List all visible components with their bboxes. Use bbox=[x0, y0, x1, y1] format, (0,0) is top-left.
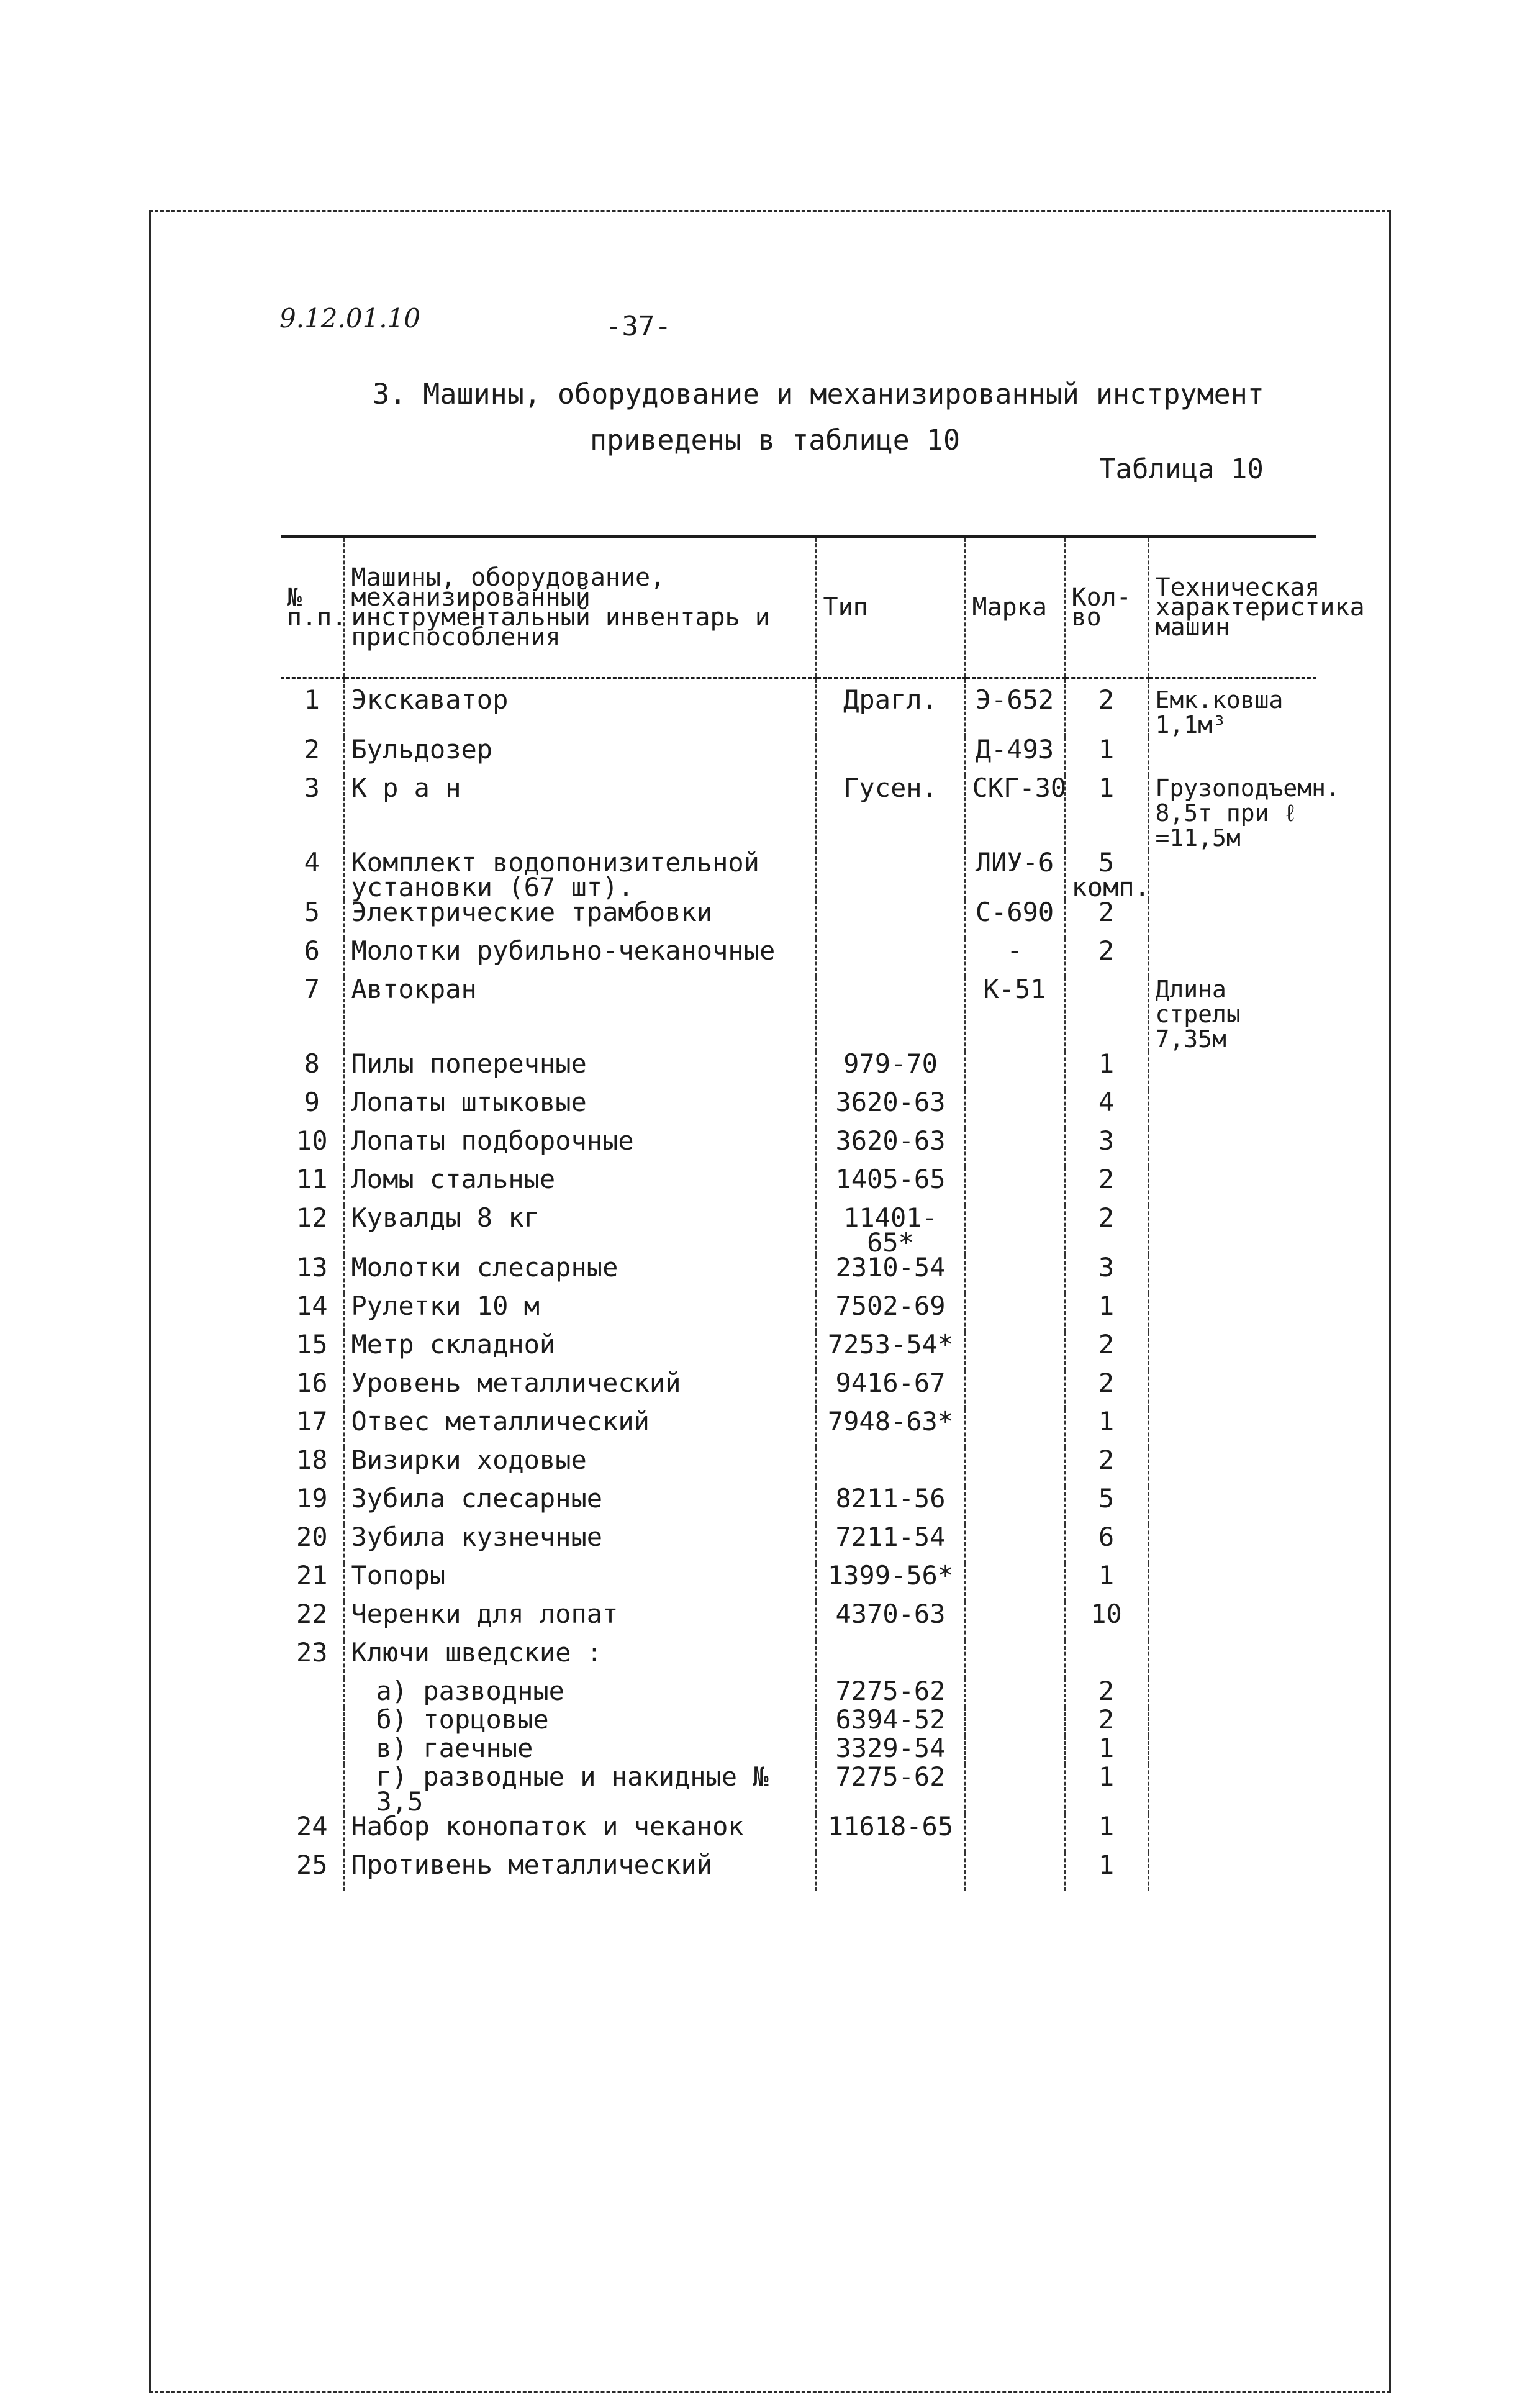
table-row bbox=[281, 1486, 1316, 1525]
header-char: Техническая характеристика машин bbox=[1148, 537, 1316, 678]
cell-name: Комплект водопонизительной установки (67 шт). bbox=[344, 850, 816, 900]
cell-qty: 1 bbox=[1064, 1294, 1148, 1332]
table-row bbox=[281, 1409, 1316, 1448]
table-row bbox=[281, 1051, 1316, 1090]
cell-num: 19 bbox=[296, 1483, 328, 1514]
cell-brand bbox=[965, 1736, 1064, 1764]
cell-name: Кувалды 8 кг bbox=[344, 1206, 816, 1255]
cell-brand: ЛИУ-6 bbox=[965, 850, 1064, 900]
cell-char bbox=[1148, 1764, 1316, 1814]
cell-num: 9 bbox=[304, 1087, 320, 1117]
cell-type: 979-70 bbox=[816, 1051, 965, 1090]
cell-name: Лопаты подборочные bbox=[344, 1128, 816, 1167]
table-row bbox=[281, 1128, 1316, 1167]
heading-line-1: 3. Машины, оборудование и механизированный инструмент bbox=[373, 378, 1264, 411]
cell-brand bbox=[965, 1332, 1064, 1371]
cell-name: Визирки ходовые bbox=[344, 1448, 816, 1486]
cell-brand bbox=[965, 1707, 1064, 1736]
cell-type bbox=[816, 1448, 965, 1486]
cell-qty: 1 bbox=[1064, 1563, 1148, 1602]
subitem-label: б) торцовые bbox=[376, 1704, 549, 1735]
table-row bbox=[281, 1525, 1316, 1563]
cell-type bbox=[816, 938, 965, 977]
subitem-label: г) разводные и накидные № 3,5 bbox=[376, 1761, 769, 1817]
cell-name: Зубила слесарные bbox=[344, 1486, 816, 1525]
cell-name: К р а н bbox=[344, 776, 816, 850]
cell-qty: 2 bbox=[1064, 1371, 1148, 1409]
cell-brand bbox=[965, 1525, 1064, 1563]
cell-num: 10 bbox=[296, 1125, 328, 1156]
cell-brand bbox=[965, 1602, 1064, 1640]
cell-type: 3620-63 bbox=[816, 1090, 965, 1128]
cell-name: Молотки слесарные bbox=[344, 1255, 816, 1294]
cell-qty bbox=[1064, 977, 1148, 1051]
cell-char bbox=[1148, 1853, 1316, 1891]
cell-name: Лопаты штыковые bbox=[344, 1090, 816, 1128]
cell-qty: 1 bbox=[1064, 1814, 1148, 1853]
cell-brand bbox=[965, 1486, 1064, 1525]
table-row bbox=[281, 1255, 1316, 1294]
cell-type: 11401-65* bbox=[816, 1206, 965, 1255]
cell-type bbox=[816, 1640, 965, 1679]
cell-qty: 2 bbox=[1064, 1206, 1148, 1255]
cell-char bbox=[1148, 1814, 1316, 1853]
cell-char bbox=[1148, 737, 1316, 776]
cell-char bbox=[1148, 1332, 1316, 1371]
cell-num: 6 bbox=[304, 935, 320, 966]
cell-char bbox=[1148, 900, 1316, 938]
cell-brand bbox=[965, 1640, 1064, 1679]
cell-brand bbox=[965, 1128, 1064, 1167]
cell-qty: 2 bbox=[1064, 1167, 1148, 1206]
cell-type: 2310-54 bbox=[816, 1255, 965, 1294]
cell-type: 3620-63 bbox=[816, 1128, 965, 1167]
table-row bbox=[281, 1090, 1316, 1128]
table-row bbox=[281, 1814, 1316, 1853]
cell-type: 7275-62 bbox=[816, 1764, 965, 1814]
cell-name: Электрические трамбовки bbox=[344, 900, 816, 938]
equipment-table bbox=[281, 535, 1365, 1891]
table-header-row bbox=[281, 537, 1316, 678]
cell-name: Пилы поперечные bbox=[344, 1051, 816, 1090]
cell-name: Ключи шведские : bbox=[344, 1640, 816, 1679]
cell-num: 22 bbox=[296, 1599, 328, 1629]
cell-name: Зубила кузнечные bbox=[344, 1525, 816, 1563]
table-row bbox=[281, 1294, 1316, 1332]
cell-brand bbox=[965, 1294, 1064, 1332]
cell-num: 2 bbox=[304, 734, 320, 765]
cell-qty: 1 bbox=[1064, 1853, 1148, 1891]
cell-qty: 1 bbox=[1064, 1736, 1148, 1764]
table-subrow bbox=[281, 1764, 1316, 1814]
cell-name bbox=[344, 1761, 816, 1817]
cell-char bbox=[1148, 1294, 1316, 1332]
cell-type: 7211-54 bbox=[816, 1525, 965, 1563]
cell-num: 25 bbox=[296, 1850, 328, 1880]
cell-qty: 6 bbox=[1064, 1525, 1148, 1563]
cell-num: 5 bbox=[304, 897, 320, 927]
cell-qty: 1 bbox=[1064, 1764, 1148, 1814]
cell-name: Экскаватор bbox=[344, 678, 816, 738]
header-qty: Кол-во bbox=[1064, 537, 1148, 678]
cell-char bbox=[1148, 1371, 1316, 1409]
cell-brand bbox=[965, 1371, 1064, 1409]
cell-name bbox=[344, 1704, 816, 1736]
table-row bbox=[281, 737, 1316, 776]
table-subrow bbox=[281, 1736, 1316, 1764]
cell-num: 4 bbox=[304, 847, 320, 878]
cell-char bbox=[1148, 1090, 1316, 1128]
cell-qty: 1 bbox=[1064, 1051, 1148, 1090]
cell-brand bbox=[965, 1167, 1064, 1206]
table-subrow bbox=[281, 1679, 1316, 1707]
cell-char: Длина стрелы 7,35м bbox=[1148, 977, 1316, 1051]
table-row bbox=[281, 850, 1316, 900]
cell-num bbox=[281, 1679, 344, 1707]
cell-type: 6394-52 bbox=[816, 1707, 965, 1736]
cell-brand: СКГ-30 bbox=[965, 776, 1064, 850]
cell-num: 23 bbox=[296, 1637, 328, 1668]
cell-brand bbox=[965, 1090, 1064, 1128]
cell-type: 1399-56* bbox=[816, 1563, 965, 1602]
cell-num: 15 bbox=[296, 1329, 328, 1360]
cell-num: 13 bbox=[296, 1252, 328, 1283]
cell-char bbox=[1148, 1167, 1316, 1206]
cell-char bbox=[1148, 1563, 1316, 1602]
cell-qty: 3 bbox=[1064, 1128, 1148, 1167]
table-label: Таблица 10 bbox=[1099, 453, 1264, 485]
cell-qty: 2 bbox=[1064, 1448, 1148, 1486]
table-row bbox=[281, 1563, 1316, 1602]
cell-name bbox=[344, 1676, 816, 1707]
cell-name: Уровень металлический bbox=[344, 1371, 816, 1409]
cell-num: 21 bbox=[296, 1560, 328, 1591]
cell-type: 3329-54 bbox=[816, 1736, 965, 1764]
cell-name: Ломы стальные bbox=[344, 1167, 816, 1206]
cell-char bbox=[1148, 1707, 1316, 1736]
cell-type: 7275-62 bbox=[816, 1679, 965, 1707]
cell-char bbox=[1148, 1206, 1316, 1255]
cell-type: 9416-67 bbox=[816, 1371, 965, 1409]
cell-name: Рулетки 10 м bbox=[344, 1294, 816, 1332]
table-subrow bbox=[281, 1707, 1316, 1736]
cell-qty: 1 bbox=[1064, 776, 1148, 850]
cell-brand: К-51 bbox=[965, 977, 1064, 1051]
cell-qty: 1 bbox=[1064, 1409, 1148, 1448]
table-row bbox=[281, 1448, 1316, 1486]
cell-brand: - bbox=[965, 938, 1064, 977]
cell-num bbox=[281, 1764, 344, 1814]
cell-num: 17 bbox=[296, 1406, 328, 1437]
cell-num: 3 bbox=[304, 773, 320, 803]
cell-num: 24 bbox=[296, 1811, 328, 1841]
cell-char bbox=[1148, 1448, 1316, 1486]
cell-qty: 5 bbox=[1064, 1486, 1148, 1525]
cell-brand bbox=[965, 1409, 1064, 1448]
section-heading bbox=[373, 371, 1267, 463]
cell-brand bbox=[965, 1051, 1064, 1090]
table-row bbox=[281, 1167, 1316, 1206]
cell-qty: 3 bbox=[1064, 1255, 1148, 1294]
cell-char bbox=[1148, 1525, 1316, 1563]
heading-line-2: приведены в таблице 10 bbox=[590, 424, 961, 456]
cell-qty bbox=[1064, 1640, 1148, 1679]
cell-num: 7 bbox=[304, 974, 320, 1004]
table-row bbox=[281, 977, 1316, 1051]
cell-qty: 2 bbox=[1064, 1679, 1148, 1707]
cell-qty: 1 bbox=[1064, 737, 1148, 776]
table-row bbox=[281, 1602, 1316, 1640]
cell-char bbox=[1148, 1486, 1316, 1525]
cell-type: 8211-56 bbox=[816, 1486, 965, 1525]
cell-brand: Э-652 bbox=[965, 678, 1064, 738]
cell-brand bbox=[965, 1764, 1064, 1814]
cell-type: Гусен. bbox=[816, 776, 965, 850]
cell-brand bbox=[965, 1814, 1064, 1853]
cell-name: Черенки для лопат bbox=[344, 1602, 816, 1640]
table-row bbox=[281, 900, 1316, 938]
cell-name: Автокран bbox=[344, 977, 816, 1051]
cell-type: 7502-69 bbox=[816, 1294, 965, 1332]
cell-brand bbox=[965, 1679, 1064, 1707]
cell-char bbox=[1148, 938, 1316, 977]
subitem-label: а) разводные bbox=[376, 1676, 564, 1706]
cell-num: 20 bbox=[296, 1522, 328, 1552]
cell-name: Отвес металлический bbox=[344, 1409, 816, 1448]
cell-char bbox=[1148, 1255, 1316, 1294]
table-row bbox=[281, 1332, 1316, 1371]
cell-qty: 2 bbox=[1064, 1707, 1148, 1736]
cell-name: Молотки рубильно-чеканочные bbox=[344, 938, 816, 977]
cell-char bbox=[1148, 1736, 1316, 1764]
cell-num: 18 bbox=[296, 1445, 328, 1475]
cell-num: 11 bbox=[296, 1164, 328, 1194]
header-type: Тип bbox=[816, 537, 965, 678]
table-row bbox=[281, 1853, 1316, 1891]
header-brand: Марка bbox=[965, 537, 1064, 678]
table-row bbox=[281, 938, 1316, 977]
table-row bbox=[281, 1371, 1316, 1409]
cell-qty: 2 bbox=[1064, 678, 1148, 738]
cell-char bbox=[1148, 1640, 1316, 1679]
cell-num: 12 bbox=[296, 1202, 328, 1233]
cell-brand: С-690 bbox=[965, 900, 1064, 938]
cell-num: 1 bbox=[304, 684, 320, 715]
header-name: Машины, оборудование, механизированный инструментальный инвентарь и приспособления bbox=[344, 537, 816, 678]
cell-type bbox=[816, 977, 965, 1051]
cell-brand bbox=[965, 1853, 1064, 1891]
cell-qty: 2 bbox=[1064, 1332, 1148, 1371]
cell-name: Топоры bbox=[344, 1563, 816, 1602]
cell-brand bbox=[965, 1563, 1064, 1602]
cell-num bbox=[281, 1736, 344, 1764]
cell-char: Емк.ковша 1,1м³ bbox=[1148, 678, 1316, 738]
cell-type: 7948-63* bbox=[816, 1409, 965, 1448]
table-row bbox=[281, 1206, 1316, 1255]
cell-char bbox=[1148, 1679, 1316, 1707]
cell-brand bbox=[965, 1206, 1064, 1255]
cell-name: Набор конопаток и чеканок bbox=[344, 1814, 816, 1853]
cell-type bbox=[816, 737, 965, 776]
cell-type: 4370-63 bbox=[816, 1602, 965, 1640]
cell-num: 16 bbox=[296, 1368, 328, 1398]
cell-char: Грузоподъемн. 8,5т при ℓ =11,5м bbox=[1148, 776, 1316, 850]
cell-qty: 5 комп. bbox=[1064, 850, 1148, 900]
cell-name: Бульдозер bbox=[344, 737, 816, 776]
cell-brand bbox=[965, 1448, 1064, 1486]
cell-qty: 4 bbox=[1064, 1090, 1148, 1128]
cell-brand: Д-493 bbox=[965, 737, 1064, 776]
cell-char bbox=[1148, 1602, 1316, 1640]
cell-char bbox=[1148, 1051, 1316, 1090]
cell-name: Метр складной bbox=[344, 1332, 816, 1371]
table-row bbox=[281, 678, 1316, 738]
cell-type bbox=[816, 1853, 965, 1891]
cell-num: 14 bbox=[296, 1291, 328, 1321]
table-row bbox=[281, 1640, 1316, 1679]
cell-qty: 2 bbox=[1064, 900, 1148, 938]
cell-type: 11618-65 bbox=[816, 1814, 965, 1853]
header-num: № п.п. bbox=[281, 537, 344, 678]
cell-num bbox=[281, 1707, 344, 1736]
cell-qty: 2 bbox=[1064, 938, 1148, 977]
cell-type: 7253-54* bbox=[816, 1332, 965, 1371]
cell-qty: 10 bbox=[1064, 1602, 1148, 1640]
cell-type: 1405-65 bbox=[816, 1167, 965, 1206]
cell-char bbox=[1148, 1409, 1316, 1448]
document-code: 9.12.01.10 bbox=[279, 303, 421, 334]
table-body bbox=[281, 678, 1340, 1892]
cell-char bbox=[1148, 1128, 1316, 1167]
cell-char bbox=[1148, 850, 1316, 900]
cell-name: Противень металлический bbox=[344, 1853, 816, 1891]
cell-brand bbox=[965, 1255, 1064, 1294]
cell-type: Драгл. bbox=[816, 678, 965, 738]
cell-name bbox=[344, 1733, 816, 1764]
cell-type bbox=[816, 900, 965, 938]
cell-num: 8 bbox=[304, 1048, 320, 1079]
subitem-label: в) гаечные bbox=[376, 1733, 533, 1763]
page-number: -37- bbox=[605, 311, 671, 342]
cell-type bbox=[816, 850, 965, 900]
table-row bbox=[281, 776, 1316, 850]
